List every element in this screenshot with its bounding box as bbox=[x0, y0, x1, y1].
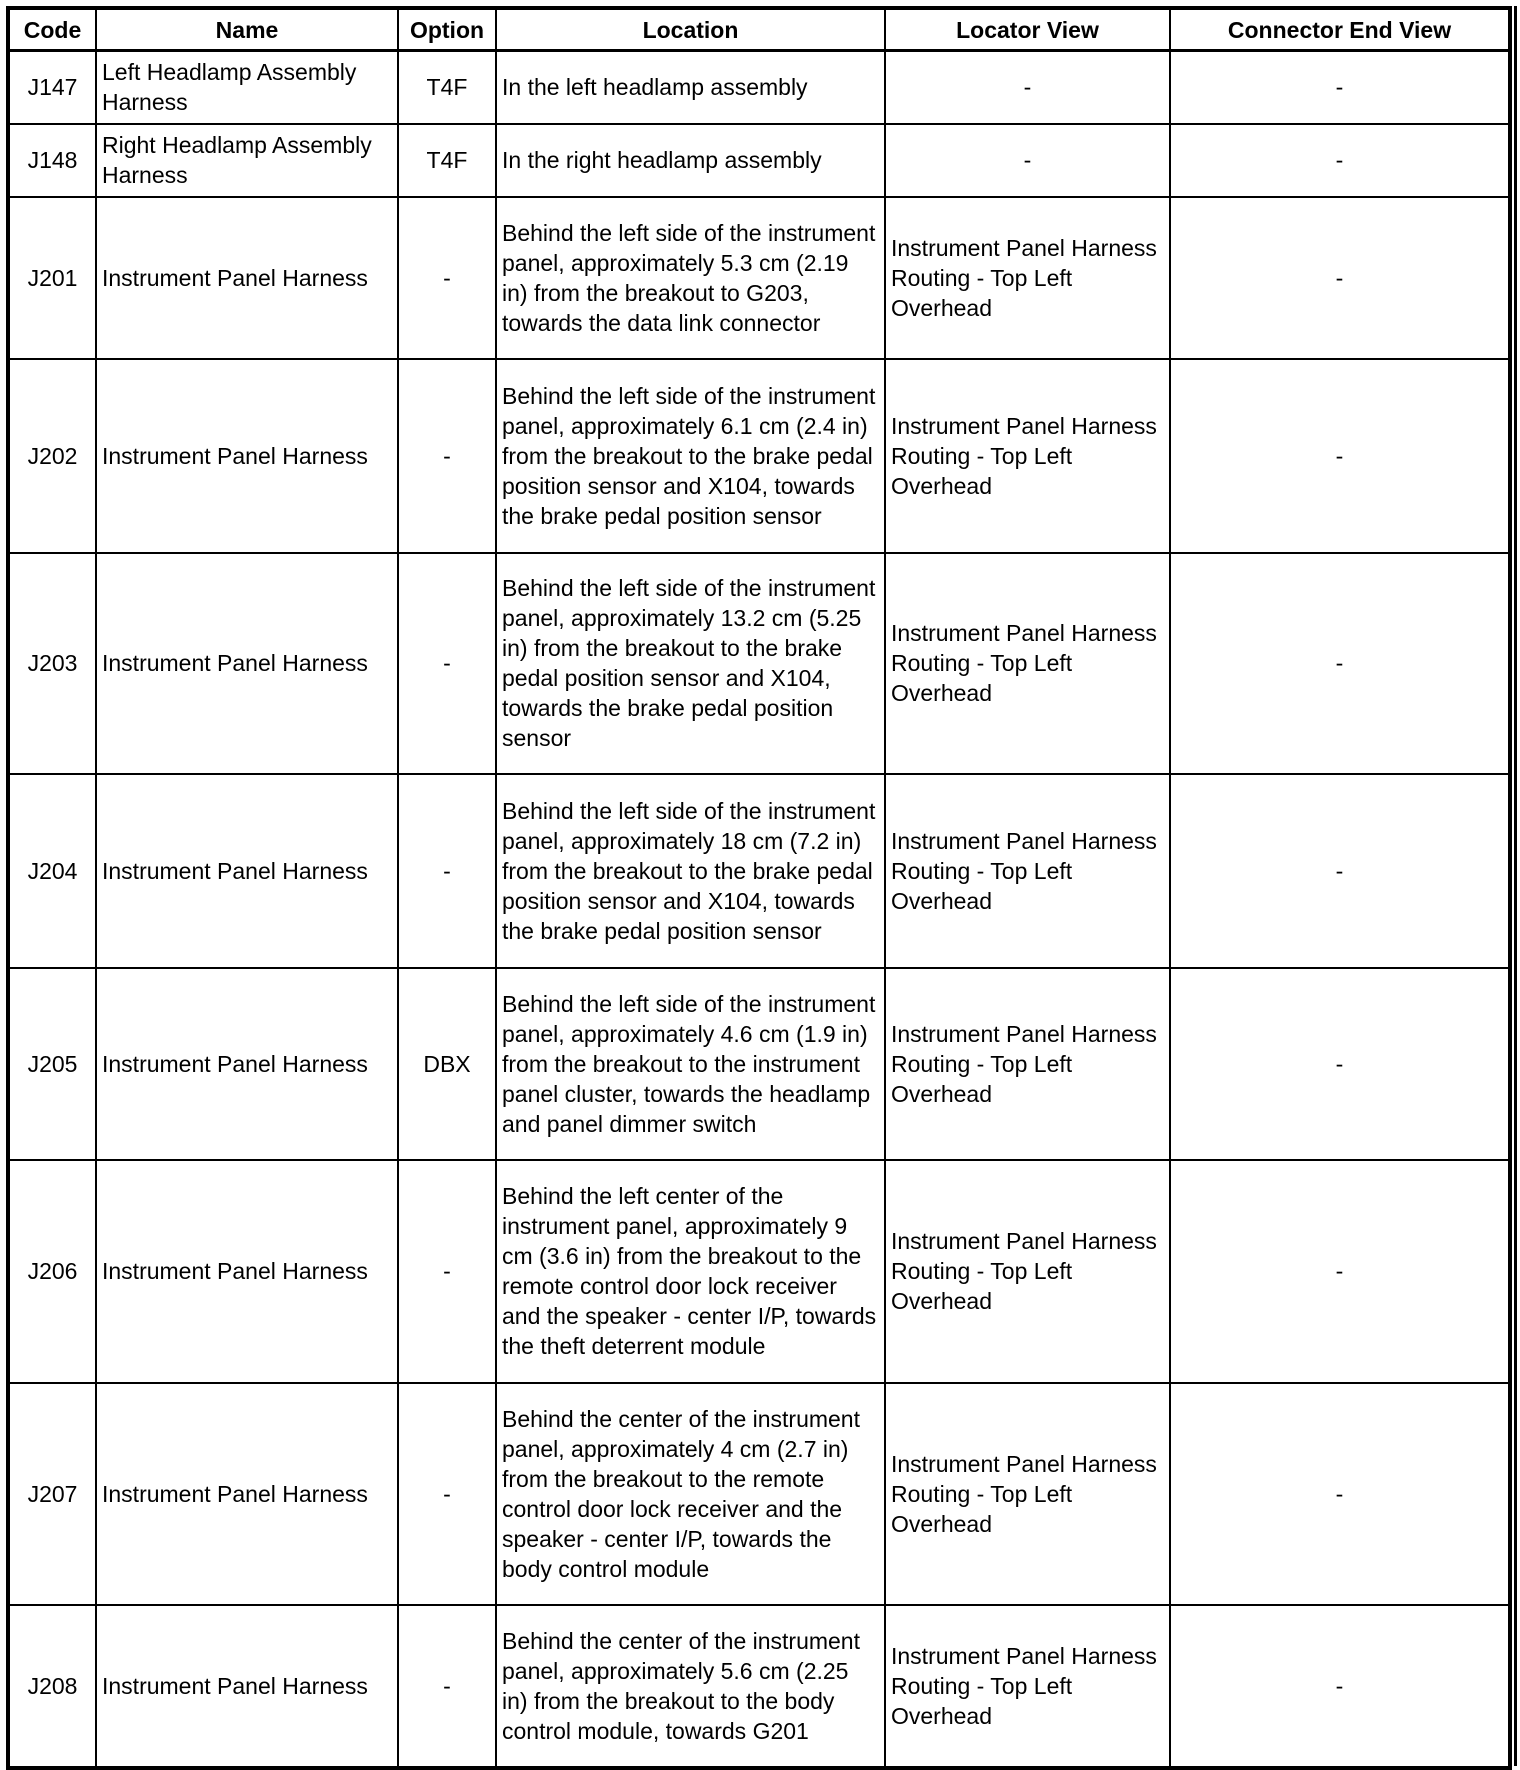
table-row bbox=[8, 1605, 1510, 1768]
connector-end-view-cell: - bbox=[1170, 51, 1510, 124]
name-cell: Instrument Panel Harness bbox=[96, 968, 398, 1160]
code-cell: J207 bbox=[8, 1383, 96, 1605]
table-row bbox=[8, 774, 1510, 968]
code-cell: J203 bbox=[8, 553, 96, 774]
location-cell: In the right headlamp assembly bbox=[496, 124, 885, 197]
option-cell: T4F bbox=[398, 124, 496, 197]
table-row bbox=[8, 553, 1510, 774]
name-cell: Instrument Panel Harness bbox=[96, 553, 398, 774]
connector-end-view-cell: - bbox=[1170, 968, 1510, 1160]
option-cell: T4F bbox=[398, 51, 496, 124]
location-cell: Behind the left side of the instrument panel, approximately 5.3 cm (2.19 in) from the breakout to G203, towards the data link connector bbox=[496, 197, 885, 359]
option-cell: DBX bbox=[398, 968, 496, 1160]
location-cell: Behind the center of the instrument panel, approximately 4 cm (2.7 in) from the breakout to the remote control door lock receiver and the speaker - center I/P, towards the body control module bbox=[496, 1383, 885, 1605]
code-cell: J204 bbox=[8, 774, 96, 968]
locator-view-cell: Instrument Panel Harness Routing - Top Left Overhead bbox=[885, 774, 1170, 968]
option-cell: - bbox=[398, 197, 496, 359]
name-cell: Right Headlamp Assembly Harness bbox=[96, 124, 398, 197]
option-cell: - bbox=[398, 553, 496, 774]
location-cell: In the left headlamp assembly bbox=[496, 51, 885, 124]
code-cell: J208 bbox=[8, 1605, 96, 1768]
table-shadow-border bbox=[1514, 6, 1517, 1766]
code-cell: J147 bbox=[8, 51, 96, 124]
location-cell: Behind the left side of the instrument panel, approximately 18 cm (7.2 in) from the breakout to the brake pedal position sensor and X104, towards the brake pedal position sensor bbox=[496, 774, 885, 968]
connector-table bbox=[6, 6, 1512, 1770]
code-cell: J206 bbox=[8, 1160, 96, 1383]
connector-end-view-cell: - bbox=[1170, 1605, 1510, 1768]
connector-end-view-cell: - bbox=[1170, 359, 1510, 553]
connector-end-view-cell: - bbox=[1170, 553, 1510, 774]
location-cell: Behind the center of the instrument panel, approximately 5.6 cm (2.25 in) from the breakout to the body control module, towards G201 bbox=[496, 1605, 885, 1768]
locator-view-cell: Instrument Panel Harness Routing - Top Left Overhead bbox=[885, 359, 1170, 553]
option-cell: - bbox=[398, 774, 496, 968]
locator-view-cell: Instrument Panel Harness Routing - Top Left Overhead bbox=[885, 1383, 1170, 1605]
option-cell: - bbox=[398, 1160, 496, 1383]
name-cell: Instrument Panel Harness bbox=[96, 1383, 398, 1605]
locator-view-cell: Instrument Panel Harness Routing - Top Left Overhead bbox=[885, 968, 1170, 1160]
header-locator-view: Locator View bbox=[885, 8, 1170, 51]
name-cell: Instrument Panel Harness bbox=[96, 1160, 398, 1383]
name-cell: Left Headlamp Assembly Harness bbox=[96, 51, 398, 124]
locator-view-cell: Instrument Panel Harness Routing - Top Left Overhead bbox=[885, 197, 1170, 359]
name-cell: Instrument Panel Harness bbox=[96, 359, 398, 553]
connector-end-view-cell: - bbox=[1170, 1160, 1510, 1383]
table-row bbox=[8, 51, 1510, 124]
name-cell: Instrument Panel Harness bbox=[96, 1605, 398, 1768]
header-row bbox=[8, 8, 1510, 51]
location-cell: Behind the left side of the instrument panel, approximately 4.6 cm (1.9 in) from the breakout to the instrument panel cluster, towards the headlamp and panel dimmer switch bbox=[496, 968, 885, 1160]
code-cell: J148 bbox=[8, 124, 96, 197]
header-location: Location bbox=[496, 8, 885, 51]
header-connector-end-view: Connector End View bbox=[1170, 8, 1510, 51]
connector-end-view-cell: - bbox=[1170, 1383, 1510, 1605]
option-cell: - bbox=[398, 359, 496, 553]
name-cell: Instrument Panel Harness bbox=[96, 774, 398, 968]
location-cell: Behind the left side of the instrument panel, approximately 6.1 cm (2.4 in) from the breakout to the brake pedal position sensor and X104, towards the brake pedal position sensor bbox=[496, 359, 885, 553]
header-option: Option bbox=[398, 8, 496, 51]
locator-view-cell: Instrument Panel Harness Routing - Top Left Overhead bbox=[885, 1605, 1170, 1768]
header-name: Name bbox=[96, 8, 398, 51]
location-cell: Behind the left side of the instrument panel, approximately 13.2 cm (5.25 in) from the breakout to the brake pedal position sensor and X104, towards the brake pedal position sensor bbox=[496, 553, 885, 774]
header-code: Code bbox=[8, 8, 96, 51]
code-cell: J202 bbox=[8, 359, 96, 553]
connector-end-view-cell: - bbox=[1170, 197, 1510, 359]
connector-end-view-cell: - bbox=[1170, 124, 1510, 197]
locator-view-cell: - bbox=[885, 124, 1170, 197]
locator-view-cell: Instrument Panel Harness Routing - Top Left Overhead bbox=[885, 1160, 1170, 1383]
locator-view-cell: Instrument Panel Harness Routing - Top Left Overhead bbox=[885, 553, 1170, 774]
connector-end-view-cell: - bbox=[1170, 774, 1510, 968]
table-row bbox=[8, 359, 1510, 553]
option-cell: - bbox=[398, 1605, 496, 1768]
table-row bbox=[8, 1160, 1510, 1383]
table-row bbox=[8, 124, 1510, 197]
name-cell: Instrument Panel Harness bbox=[96, 197, 398, 359]
locator-view-cell: - bbox=[885, 51, 1170, 124]
code-cell: J205 bbox=[8, 968, 96, 1160]
location-cell: Behind the left center of the instrument panel, approximately 9 cm (3.6 in) from the breakout to the remote control door lock receiver and the speaker - center I/P, towards the theft deterrent module bbox=[496, 1160, 885, 1383]
table-row bbox=[8, 1383, 1510, 1605]
table-row bbox=[8, 197, 1510, 359]
table-row bbox=[8, 968, 1510, 1160]
code-cell: J201 bbox=[8, 197, 96, 359]
option-cell: - bbox=[398, 1383, 496, 1605]
